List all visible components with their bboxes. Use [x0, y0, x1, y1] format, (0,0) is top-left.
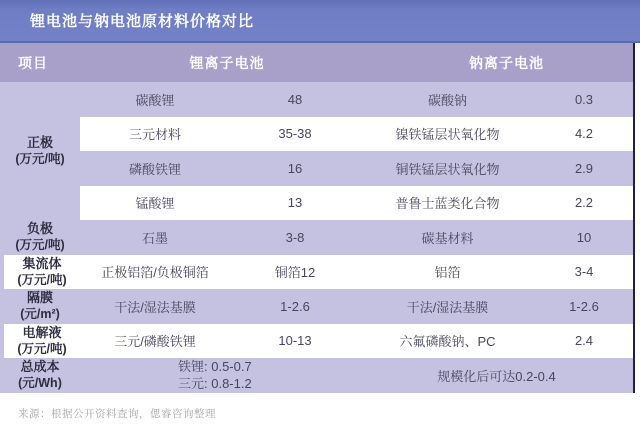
category-current-collector: [0, 255, 80, 290]
na-price-cell: 3-4: [535, 255, 633, 290]
total-cost-lfp: 铁锂: 0.5-0.7: [178, 359, 252, 375]
na-price-cell: 0.3: [574, 91, 594, 107]
li-price-cell: 铜箔12: [230, 255, 360, 290]
li-price-cell: 13: [230, 186, 360, 221]
category-name: 集流体: [22, 255, 62, 271]
category-name: 电解液: [22, 324, 62, 340]
na-material-cell: 干法/湿法基膜: [406, 299, 489, 315]
na-material-cell: 碳基材料: [421, 230, 474, 246]
li-material-cell: 磷酸铁锂: [128, 161, 181, 177]
table-body: [0, 82, 633, 393]
na-price-cell: 4.2: [535, 117, 633, 152]
category-name: 负极: [26, 221, 53, 237]
category-name: 隔膜: [26, 290, 53, 306]
category-unit: (万元/吨): [17, 341, 67, 356]
header-sodium-column: 钠离子电池: [469, 54, 544, 71]
total-cost-sodium-cell: 规模化后可达0.2-0.4: [437, 368, 556, 384]
category-unit: (元/Wh): [18, 376, 62, 391]
title-bar: [0, 0, 640, 43]
header-item-column: 项目: [18, 54, 48, 71]
na-price-cell: 2.9: [574, 160, 594, 176]
li-price-cell: 35-38: [230, 117, 360, 152]
total-cost-lithium-cell: [80, 358, 360, 393]
na-material-cell: 六氟磷酸钠、PC: [360, 324, 535, 359]
category-name: 总成本: [20, 359, 60, 375]
na-material-cell: 普鲁士蓝类化合物: [360, 186, 535, 221]
li-price-cell: 48: [287, 91, 303, 107]
category-anode: [0, 220, 80, 255]
li-price-cell: 16: [287, 160, 303, 176]
li-material-cell: 碳酸锂: [135, 92, 175, 108]
na-material-cell: 镍铁锰层状氧化物: [360, 117, 535, 152]
source-note: 来源：根据公开资料查询，偲睿咨询整理: [18, 408, 216, 420]
category-name: 正极: [26, 135, 53, 150]
price-comparison-table: [0, 43, 635, 393]
li-material-cell: 三元材料: [80, 117, 230, 152]
category-cathode: [0, 82, 80, 220]
na-material-cell: 碳酸钠: [427, 92, 467, 108]
category-total-cost: [0, 358, 80, 393]
category-unit: (元/m²): [20, 307, 60, 322]
na-price-cell: 10: [576, 229, 592, 245]
na-price-cell: 1-2.6: [569, 298, 599, 314]
na-price-cell: 2.4: [535, 324, 633, 359]
category-unit: (万元/吨): [17, 272, 67, 287]
na-material-cell: 铜铁锰层状氧化物: [395, 161, 500, 177]
li-material-cell: 三元/磷酸铁锂: [80, 324, 230, 359]
na-material-cell: 铝箔: [360, 255, 535, 290]
table-header-row: [0, 43, 633, 82]
category-unit: (万元/吨): [15, 152, 65, 166]
li-price-cell: 10-13: [230, 324, 360, 359]
li-material-cell: 锰酸锂: [80, 186, 230, 221]
category-unit: (万元/吨): [15, 238, 65, 253]
header-lithium-column: 锂离子电池: [189, 54, 265, 71]
category-separator: [0, 289, 80, 324]
na-price-cell: 2.2: [535, 186, 633, 221]
page-title: 锂电池与钠电池原材料价格对比: [30, 13, 255, 30]
li-material-cell: 正极铝箔/负极铜箔: [80, 255, 230, 290]
li-price-cell: 1-2.6: [280, 298, 310, 314]
li-price-cell: 3-8: [285, 229, 305, 245]
total-cost-ncm: 三元: 0.8-1.2: [178, 376, 252, 392]
category-electrolyte: [0, 324, 80, 359]
li-material-cell: 石墨: [141, 230, 168, 246]
li-material-cell: 干法/湿法基膜: [114, 299, 196, 315]
